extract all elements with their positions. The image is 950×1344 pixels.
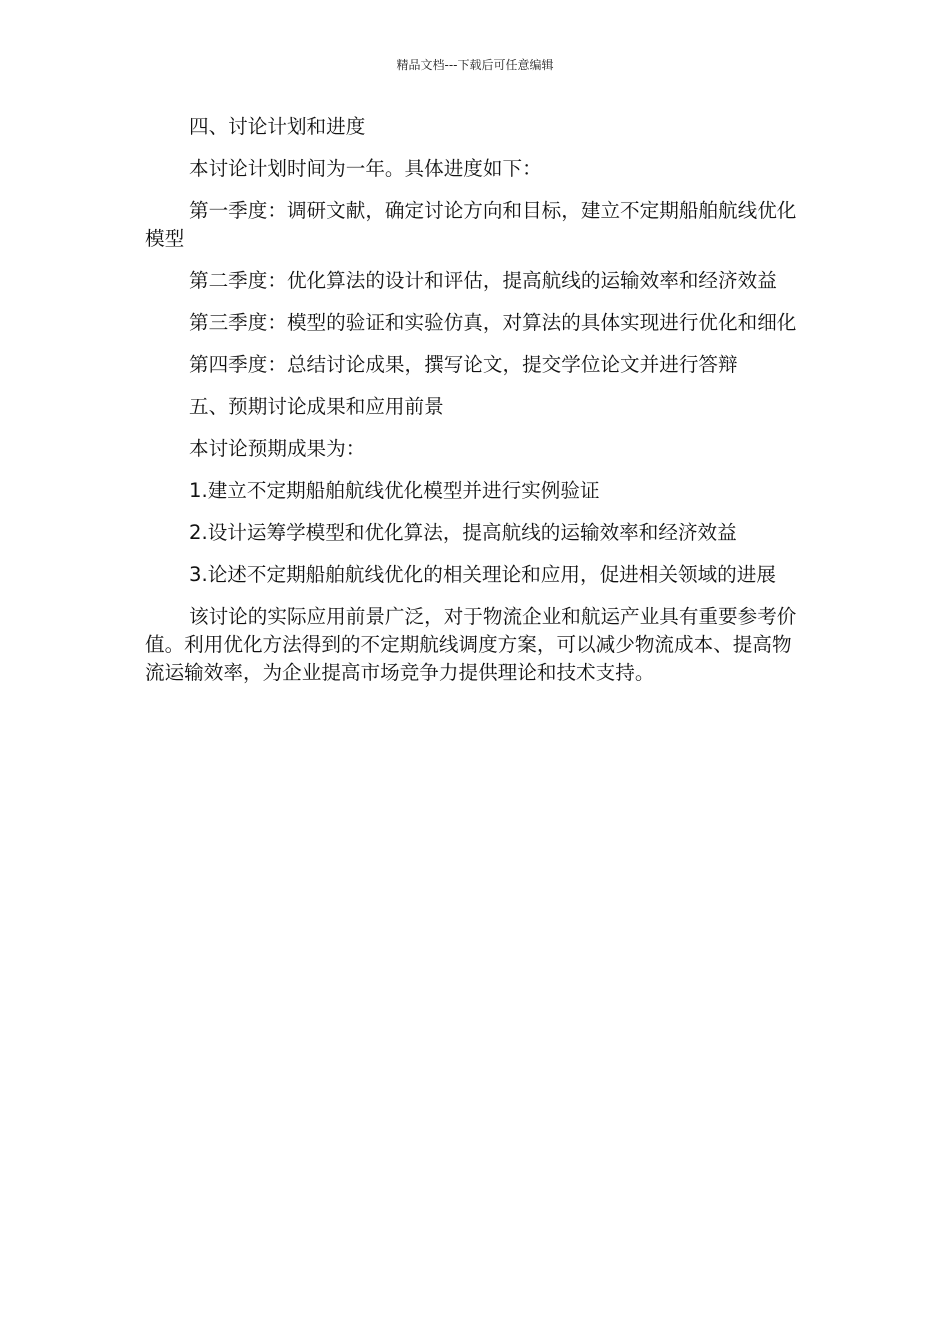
list-item-outcome-1: 1.建立不定期船舶航线优化模型并进行实例验证 <box>189 479 600 502</box>
section-heading-outcomes: 五、预期讨论成果和应用前景 <box>189 395 444 418</box>
paragraph-plan-intro: 本讨论计划时间为一年。具体进度如下： <box>189 157 542 180</box>
paragraph-q2: 第二季度：优化算法的设计和评估，提高航线的运输效率和经济效益 <box>189 269 777 292</box>
paragraph-q3: 第三季度：模型的验证和实验仿真，对算法的具体实现进行优化和细化 <box>189 311 797 334</box>
list-item-outcome-3: 3.论述不定期船舶航线优化的相关理论和应用，促进相关领域的进展 <box>189 563 776 586</box>
document-body <box>145 113 805 701</box>
list-item-outcome-2: 2.设计运筹学模型和优化算法，提高航线的运输效率和经济效益 <box>189 521 737 544</box>
paragraph-q1: 第一季度：调研文献，确定讨论方向和目标，建立不定期船舶航线优化模型 <box>145 199 797 250</box>
section-heading-plan: 四、讨论计划和进度 <box>189 115 366 138</box>
page-header: 精品文档---下载后可任意编辑 <box>396 58 554 72</box>
paragraph-outcomes-intro: 本讨论预期成果为： <box>189 437 366 460</box>
paragraph-application: 该讨论的实际应用前景广泛，对于物流企业和航运产业具有重要参考价值。利用优化方法得到的不定期航线调度方案，可以减少物流成本、提高物流运输效率，为企业提高市场竞争力提供理论和技术支持。 <box>145 605 797 684</box>
paragraph-q4: 第四季度：总结讨论成果，撰写论文，提交学位论文并进行答辩 <box>189 353 738 376</box>
